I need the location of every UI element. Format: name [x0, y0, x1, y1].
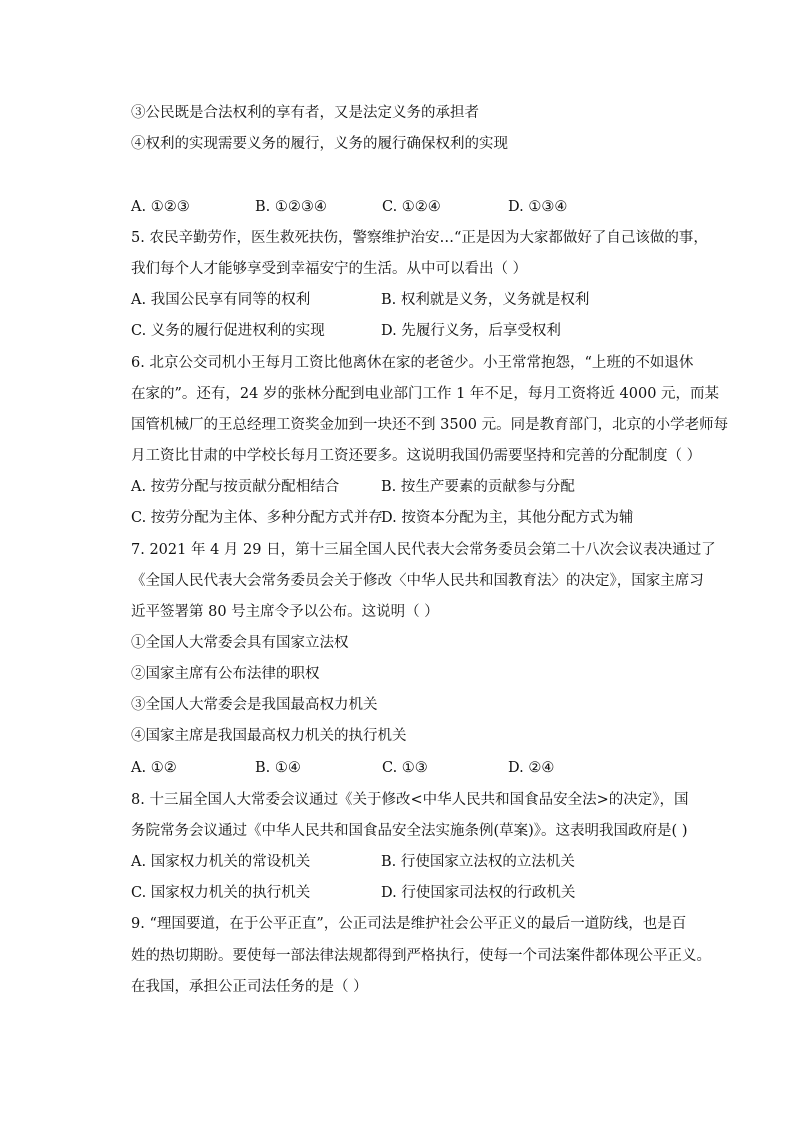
- question-7-statement-2: ②国家主席有公布法律的职权: [131, 666, 320, 682]
- option-a[interactable]: A. 国家权力机关的常设机关: [131, 854, 311, 870]
- option-c[interactable]: C. 国家权力机关的执行机关: [131, 885, 311, 901]
- question-5-line-2: 我们每个人才能够享受到幸福安宁的生活。从中可以看出（ ）: [131, 261, 528, 277]
- statement-3: ③公民既是合法权利的享有者，又是法定义务的承担者: [131, 105, 479, 121]
- option-d[interactable]: D. 先履行义务，后享受权利: [381, 323, 561, 339]
- question-7-statement-3: ③全国人大常委会是我国最高权力机关: [131, 697, 378, 713]
- option-b[interactable]: B. ①②③④: [255, 199, 327, 215]
- question-5-line-1: 5. 农民辛勤劳作，医生救死扶伤，警察维护治安…“正是因为大家都做好了自己该做的事，: [131, 230, 708, 246]
- question-8-line-2: 务院常务会议通过《中华人民共和国食品安全法实施条例(草案)》。这表明我国政府是( ): [131, 823, 688, 839]
- option-d[interactable]: D. ①③④: [508, 199, 568, 215]
- question-7-line-1: 7. 2021 年 4 月 29 日，第十三届全国人民代表大会常务委员会第二十八次会议表决通过了: [131, 542, 716, 558]
- option-a[interactable]: A. 我国公民享有同等的权利: [131, 292, 311, 308]
- option-d[interactable]: D. ②④: [508, 760, 555, 776]
- option-b[interactable]: B. 权利就是义务，义务就是权利: [381, 292, 590, 308]
- question-9-line-1: 9. “理国要道，在于公平正直”，公正司法是维护社会公平正义的最后一道防线，也是百: [131, 916, 687, 932]
- question-6-line-2: 在家的”。还有，24 岁的张林分配到电业部门工作 1 年不足，每月工资将近 4000 元，而某: [131, 386, 720, 402]
- option-d[interactable]: D. 按资本分配为主，其他分配方式为辅: [381, 510, 634, 526]
- question-6-line-1: 6. 北京公交司机小王每月工资比他离休在家的老爸少。小王常常抱怨，“上班的不如退休: [131, 355, 694, 371]
- option-d[interactable]: D. 行使国家司法权的行政机关: [381, 885, 576, 901]
- statement-4: ④权利的实现需要义务的履行，义务的履行确保权利的实现: [131, 136, 508, 152]
- question-6-line-4: 月工资比甘肃的中学校长每月工资还要多。这说明我国仍需要坚持和完善的分配制度（ ）: [131, 448, 702, 464]
- question-6-line-3: 国管机械厂的王总经理工资奖金加到一块还不到 3500 元。同是教育部门，北京的小学老师每: [131, 417, 729, 433]
- option-b[interactable]: B. 行使国家立法权的立法机关: [381, 854, 575, 870]
- option-b[interactable]: B. 按生产要素的贡献参与分配: [381, 479, 575, 495]
- question-9-line-3: 在我国，承担公正司法任务的是（ ）: [131, 979, 368, 995]
- option-c[interactable]: C. 义务的履行促进权利的实现: [131, 323, 325, 339]
- question-7-line-3: 近平签署第 80 号主席令予以公布。这说明（ ）: [131, 604, 439, 620]
- option-a[interactable]: A. ①②③: [131, 199, 190, 215]
- option-c[interactable]: C. 按劳分配为主体、多种分配方式并存: [131, 510, 383, 526]
- option-c[interactable]: C. ①②④: [382, 199, 441, 215]
- option-b[interactable]: B. ①④: [255, 760, 301, 776]
- question-7-statement-1: ①全国人大常委会具有国家立法权: [131, 635, 349, 651]
- question-7-line-2: 《全国人民代表大会常务委员会关于修改〈中华人民共和国教育法〉的决定》，国家主席习: [131, 573, 704, 589]
- question-8-line-1: 8. 十三届全国人大常委会议通过《关于修改<中华人民共和国食品安全法>的决定》，国: [131, 792, 689, 808]
- option-c[interactable]: C. ①③: [382, 760, 428, 776]
- question-9-line-2: 姓的热切期盼。要使每一部法律法规都得到严格执行，使每一个司法案件都体现公平正义。: [131, 948, 711, 964]
- option-a[interactable]: A. 按劳分配与按贡献分配相结合: [131, 479, 340, 495]
- question-7-statement-4: ④国家主席是我国最高权力机关的执行机关: [131, 728, 407, 744]
- option-a[interactable]: A. ①②: [131, 760, 177, 776]
